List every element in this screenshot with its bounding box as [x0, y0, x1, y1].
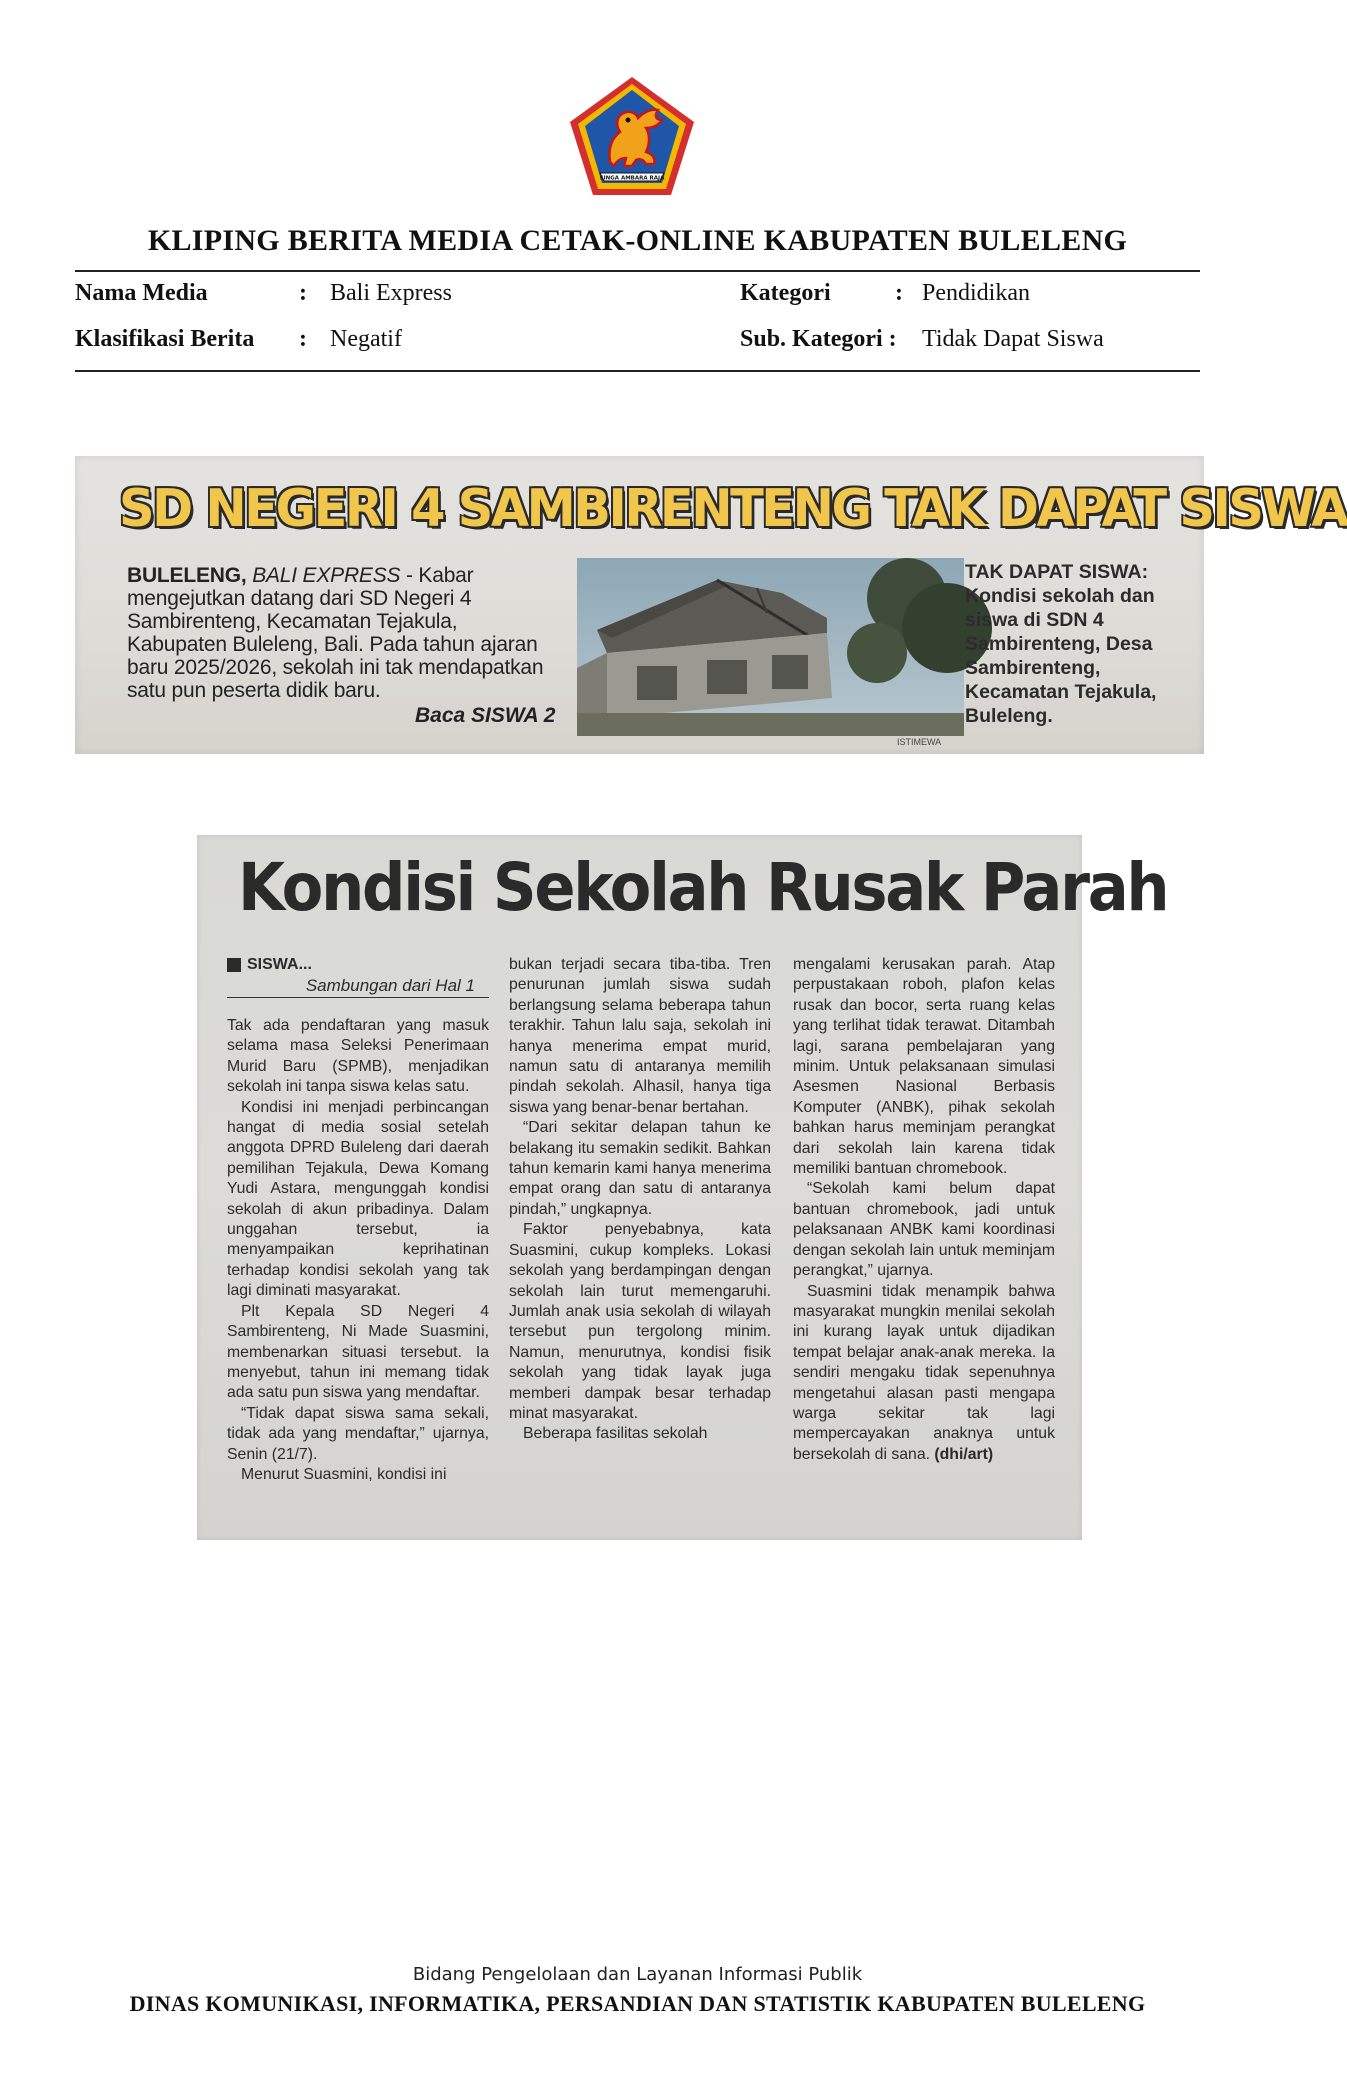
- square-bullet-icon: [227, 958, 241, 972]
- article-body: [227, 955, 1057, 1530]
- source-name: BALI EXPRESS: [252, 564, 401, 587]
- footer-agency: DINAS KOMUNIKASI, INFORMATIKA, PERSANDIAN DAN STATISTIK KABUPATEN BULELENG: [129, 1991, 1146, 2016]
- clipping-headline: SD NEGERI 4 SAMBIRENTENG TAK DAPAT SISWA: [119, 479, 1347, 539]
- lead-text: - Kabar mengejutkan datang dari SD Negeri 4 Sambirenteng, Kecamatan Tejakula, Kabupaten Buleleng, Bali. Pada tahun ajaran baru 2025/2026, sekolah ini tak mendapatkan satu pun peserta didik baru.: [127, 564, 544, 702]
- continuation-label: SISWA...: [227, 955, 489, 975]
- clipping-lead-paragraph: [127, 564, 555, 702]
- paragraph: mengalami kerusakan parah. Atap perpustakaan roboh, plafon kelas rusak dan bocor, serta ruang kelas yang terlihat tidak terawat. Ditambah lagi, sarana pembelajaran yang minim. Untuk pelaksanaan simulasi Asesmen Nasional Berbasis Komputer (ANBK), pihak sekolah bahkan harus meminjam perangkat dari sekolah lain karena tidak memiliki bantuan chromebook.: [793, 956, 1055, 1178]
- school-building-photo: [577, 558, 964, 736]
- article-column-3: [793, 955, 1055, 1530]
- field-value: Tidak Dapat Siswa: [922, 326, 1104, 352]
- paragraph: “Sekolah kami belum dapat bantuan chromebook, jadi untuk pelaksanaan ANBK kami koordinasi dengan sekolah lain untuk meminjam perangkat,” ujarnya.: [793, 1180, 1055, 1280]
- paragraph: “Tidak dapat siswa sama sekali, tidak ada yang mendaftar,” ujarnya, Senin (21/7).: [227, 1404, 489, 1463]
- paragraph: Plt Kepala SD Negeri 4 Sambirenteng, Ni Made Suasmini, membenarkan situasi tersebut. Ia menyebut, tahun ini memang tidak ada satu pun siswa yang mendaftar.: [227, 1302, 489, 1402]
- news-clipping-front-page: [75, 456, 1347, 754]
- paragraph: “Dari sekitar delapan tahun ke belakang itu semakin sedikit. Bahkan tahun kemarin kami hanya menerima empat orang dan satu di antaranya pindah,” ungkapnya.: [509, 1119, 771, 1218]
- field-value: Pendidikan: [922, 280, 1030, 306]
- paragraph: Suasmini tidak menampik bahwa masyarakat mungkin menilai sekolah ini kurang layak untuk dijadikan tempat belajar anak-anak mereka. Ia sendiri mengaku tidak sepenuhnya mengetahui alasan pasti mengapa warga sekitar tak lagi mempercayakan anaknya untuk bersekolah di sana. (dhi/art): [793, 1282, 1055, 1463]
- clipping-headline: Kondisi Sekolah Rusak Parah: [238, 849, 1168, 926]
- photo-credit: ISTIMEWA: [897, 737, 942, 747]
- continued-from-note: Sambungan dari Hal 1: [227, 975, 489, 998]
- photo-caption: TAK DAPAT SISWA: Kondisi sekolah dan siswa di SDN 4 Sambirenteng, Desa Sambirenteng, Kecamatan Tejakula, Buleleng.: [965, 561, 1157, 727]
- field-label: Nama Media: [75, 280, 208, 306]
- author-signature: (dhi/art): [934, 1445, 994, 1463]
- header-divider-bottom: [75, 370, 1200, 372]
- article-column-1: [227, 955, 489, 1530]
- footer-division: Bidang Pengelolaan dan Layanan Informasi Publik: [412, 1964, 863, 1985]
- paragraph: Kondisi ini menjadi perbincangan hangat di media sosial setelah anggota DPRD Buleleng dari daerah pemilihan Tejakula, Dewa Komang Yudi Astara, mengunggah kondisi sekolah di akun pribadinya. Dalam unggahan tersebut, ia menyampaikan keprihatinan terhadap kondisi sekolah yang tak lagi diminati masyarakat.: [227, 1098, 489, 1300]
- header-divider-top: [75, 270, 1200, 272]
- page-title: KLIPING BERITA MEDIA CETAK-ONLINE KABUPATEN BULELENG: [147, 224, 1128, 257]
- field-label: Sub. Kategori :: [740, 326, 897, 352]
- paragraph: Faktor penyebabnya, kata Suasmini, cukup kompleks. Lokasi sekolah yang berdampingan dengan sekolah lain turut memengaruhi. Jumlah anak usia sekolah di wilayah tersebut pun tergolong minim. Namun, menurutnya, kondisi fisik sekolah yang tidak layak juga memberi dampak besar terhadap minat masyarakat.: [509, 1221, 771, 1422]
- field-label: Kategori: [740, 280, 831, 306]
- field-label: Klasifikasi Berita: [75, 326, 255, 352]
- dateline: BULELENG,: [127, 564, 247, 587]
- field-value: Bali Express: [330, 280, 452, 306]
- field-value: Negatif: [330, 326, 402, 352]
- news-clipping-continuation: [197, 835, 1168, 1540]
- buleleng-regency-logo: [566, 74, 698, 198]
- article-column-2: [509, 955, 771, 1530]
- paragraph: Beberapa fasilitas sekolah: [523, 1425, 708, 1443]
- logo-motto: SINGA AMBARA RAJA: [599, 175, 665, 182]
- paragraph: Tak ada pendaftaran yang masuk selama masa Seleksi Penerimaan Murid Baru (SPMB), menjadikan sekolah ini tanpa siswa kelas satu.: [227, 1017, 489, 1096]
- read-more-reference: Baca SISWA 2: [415, 704, 556, 727]
- paragraph: Menurut Suasmini, kondisi ini: [241, 1465, 447, 1483]
- paragraph: bukan terjadi secara tiba-tiba. Tren penurunan jumlah siswa sudah berlangsung selama beberapa tahun terakhir. Tahun lalu saja, sekolah ini hanya menerima empat murid, namun satu di antaranya memilih pindah sekolah. Alhasil, hanya tiga siswa yang benar-benar bertahan.: [509, 956, 771, 1116]
